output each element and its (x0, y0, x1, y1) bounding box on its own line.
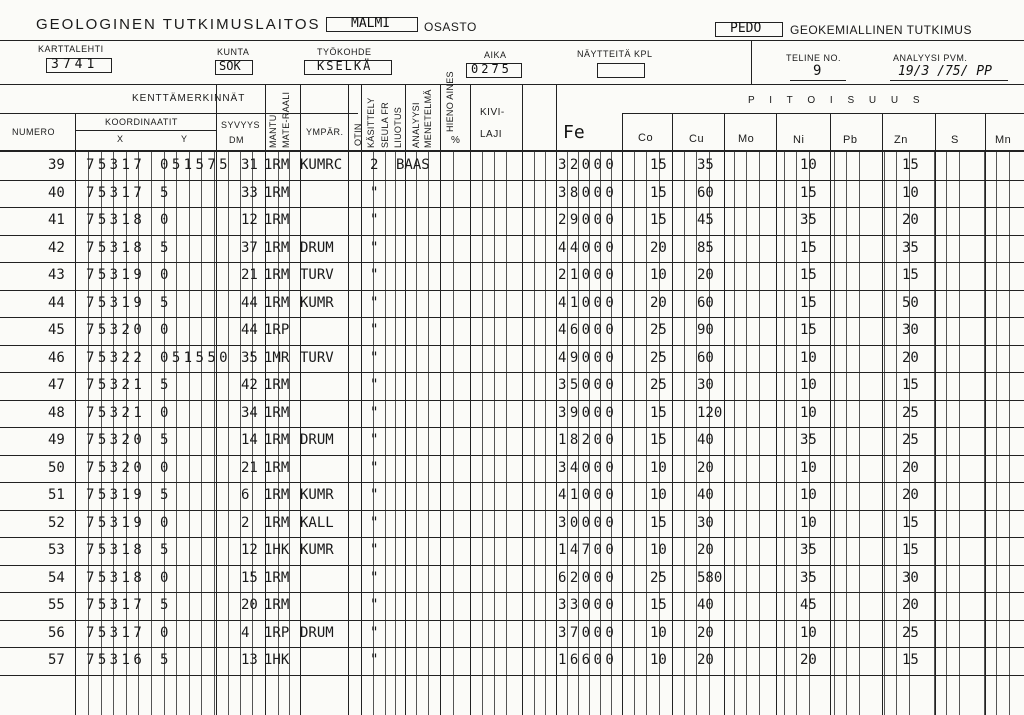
cell-co: 25 (650, 349, 667, 366)
cell-otin: " (370, 542, 379, 558)
cell-env: KALL (300, 514, 334, 531)
cell-ni: 10 (800, 377, 817, 393)
cell-y: 5 (160, 487, 172, 503)
cell-hm: 1MR (264, 349, 290, 366)
cell-cu: 40 (697, 487, 714, 503)
table-row (0, 372, 1024, 399)
field-notes-heading: KENTTÄMERKINNÄT (132, 93, 246, 104)
samples-box (597, 63, 645, 78)
cell-y: 0 (160, 267, 172, 283)
cell-x: 75317 (86, 624, 146, 641)
cell-co: 15 (650, 514, 667, 531)
analysis-date-value: 19/3 /75/ PP (898, 64, 992, 79)
cell-num: 40 (48, 184, 65, 201)
cell-depth: 42 (241, 377, 258, 393)
cell-y: 051550 (160, 349, 231, 366)
cell-num: 50 (48, 459, 65, 476)
col-horizon: MANTU (268, 114, 278, 148)
cell-fe: 29000 (558, 212, 618, 228)
cell-zn: 15 (902, 267, 919, 283)
cell-y: 5 (160, 597, 172, 613)
cell-hm: 1RM (264, 377, 290, 393)
cell-otin: " (370, 569, 379, 586)
cell-depth: 21 (241, 267, 258, 283)
cell-zn: 50 (902, 294, 919, 311)
cell-otin: " (370, 184, 379, 201)
cell-x: 75320 (86, 459, 146, 476)
cell-depth: 14 (241, 432, 258, 448)
cell-y: 0 (160, 624, 172, 641)
cell-cu: 20 (697, 542, 714, 558)
cell-x: 75318 (86, 569, 146, 586)
cell-num: 53 (48, 542, 65, 558)
cell-cu: 20 (697, 459, 714, 476)
time-value: 0275 (471, 62, 512, 76)
cell-x: 75321 (86, 404, 146, 421)
cell-zn: 35 (902, 239, 919, 256)
cell-hm: 1RM (264, 157, 290, 173)
study-code-box (715, 22, 783, 37)
cell-co: 15 (650, 157, 667, 173)
col-mo: Mo (738, 133, 755, 145)
cell-fe: 41000 (558, 294, 618, 311)
cell-x: 75320 (86, 322, 146, 338)
content-heading: P I T O I S U U S (748, 95, 926, 106)
cell-depth: 12 (241, 542, 258, 558)
cell-num: 51 (48, 487, 65, 503)
cell-otin: " (370, 487, 379, 503)
table-row (0, 345, 1024, 372)
cell-co: 15 (650, 184, 667, 201)
col-rock: KIVI- LAJI (480, 107, 505, 140)
cell-cu: 85 (697, 239, 714, 256)
cell-fe: 32000 (558, 157, 618, 173)
cell-otin: " (370, 294, 379, 311)
cell-zn: 15 (902, 652, 919, 668)
cell-hm: 1RM (264, 432, 290, 448)
table-row (0, 152, 1024, 179)
col-co: Co (638, 132, 654, 144)
cell-fe: 16600 (558, 652, 618, 668)
cell-y: 051575 (160, 157, 231, 173)
cell-hm: 1RM (264, 239, 290, 256)
rack-label: TELINE NO. (786, 53, 842, 63)
cell-depth: 21 (241, 459, 258, 476)
cell-otin: " (370, 432, 379, 448)
cell-num: 52 (48, 514, 65, 531)
cell-ni: 15 (800, 239, 817, 256)
cell-otin: " (370, 212, 379, 228)
cell-num: 48 (48, 404, 65, 421)
cell-cu: 45 (697, 212, 714, 228)
cell-x: 75319 (86, 267, 146, 283)
cell-zn: 20 (902, 487, 919, 503)
cell-hm: 1RP (264, 624, 290, 641)
col-fine: HIENO AINES (445, 71, 455, 132)
table-row (0, 565, 1024, 592)
map-sheet-box (46, 58, 112, 73)
cell-hm: 1RM (264, 212, 290, 228)
cell-env: TURV (300, 349, 334, 366)
cell-y: 0 (160, 404, 172, 421)
cell-otin: " (370, 239, 379, 256)
col-fe: Fe (563, 122, 585, 143)
col-y: Y (181, 134, 188, 144)
cell-fe: 34000 (558, 459, 618, 476)
cell-depth: 12 (241, 212, 258, 228)
cell-depth: 13 (241, 652, 258, 668)
target-value: KSELKÄ (317, 59, 373, 73)
time-box (466, 63, 522, 78)
cell-y: 5 (160, 184, 172, 201)
col-material: MATE-RAALI (281, 91, 291, 148)
cell-y: 0 (160, 322, 172, 338)
cell-otin: " (370, 404, 379, 421)
col-sampler: OTIN (353, 123, 363, 146)
cell-depth: 37 (241, 239, 258, 256)
cell-x: 75319 (86, 294, 146, 311)
cell-x: 75320 (86, 432, 146, 448)
cell-zn: 25 (902, 404, 919, 421)
cell-ni: 15 (800, 294, 817, 311)
cell-co: 20 (650, 294, 667, 311)
cell-fe: 41000 (558, 487, 618, 503)
cell-zn: 25 (902, 432, 919, 448)
target-box (304, 60, 392, 75)
cell-ni: 20 (800, 652, 817, 668)
cell-hm: 1RM (264, 267, 290, 283)
cell-hm: 1HK (264, 542, 290, 558)
table-row (0, 180, 1024, 207)
cell-fe: 33000 (558, 597, 618, 613)
cell-depth: 35 (241, 349, 258, 366)
col-x: X (117, 134, 124, 144)
time-label: AIKA (484, 50, 507, 60)
cell-depth: 6 (241, 487, 250, 503)
cell-y: 5 (160, 652, 172, 668)
cell-ni: 15 (800, 267, 817, 283)
cell-depth: 34 (241, 404, 258, 421)
cell-hm: 1HK (264, 652, 290, 668)
cell-co: 10 (650, 624, 667, 641)
cell-fe: 14700 (558, 542, 618, 558)
cell-depth: 20 (241, 597, 258, 613)
cell-x: 75319 (86, 514, 146, 531)
cell-depth: 44 (241, 322, 258, 338)
cell-co: 10 (650, 459, 667, 476)
cell-zn: 10 (902, 184, 919, 201)
cell-fe: 38000 (558, 184, 618, 201)
map-sheet-value: 3741 (51, 57, 99, 72)
cell-co: 10 (650, 652, 667, 668)
cell-hm: 1RM (264, 514, 290, 531)
cell-cu: 40 (697, 432, 714, 448)
cell-num: 41 (48, 212, 65, 228)
cell-otin: " (370, 377, 379, 393)
cell-y: 5 (160, 432, 172, 448)
cell-cu: 60 (697, 294, 714, 311)
cell-fe: 46000 (558, 322, 618, 338)
cell-fe: 21000 (558, 267, 618, 283)
cell-hm: 1RM (264, 294, 290, 311)
cell-cu: 30 (697, 514, 714, 531)
cell-ni: 10 (800, 459, 817, 476)
municipality-value: SOK (219, 59, 241, 73)
cell-num: 46 (48, 349, 65, 366)
table-row (0, 455, 1024, 482)
cell-co: 10 (650, 267, 667, 283)
cell-num: 54 (48, 569, 65, 586)
cell-otin: " (370, 514, 379, 531)
rack-value: 9 (813, 63, 822, 79)
table-row (0, 482, 1024, 509)
col-dissolution: LIUOTUS (393, 106, 403, 148)
cell-depth: 4 (241, 624, 250, 641)
cell-co: 25 (650, 377, 667, 393)
cell-num: 57 (48, 652, 65, 668)
cell-depth: 33 (241, 184, 258, 201)
analysis-date-label: ANALYYSI PVM. (893, 53, 968, 63)
cell-ni: 15 (800, 322, 817, 338)
cell-ni: 10 (800, 349, 817, 366)
cell-otin: " (370, 322, 379, 338)
table-row (0, 427, 1024, 454)
cell-cu: 20 (697, 652, 714, 668)
cell-method: BAAS (396, 157, 430, 173)
cell-ni: 35 (800, 212, 817, 228)
cell-env: KUMRC (300, 157, 343, 173)
cell-y: 0 (160, 569, 172, 586)
cell-fe: 39000 (558, 404, 618, 421)
cell-otin: " (370, 459, 379, 476)
cell-y: 5 (160, 239, 172, 256)
cell-co: 15 (650, 404, 667, 421)
cell-num: 56 (48, 624, 65, 641)
cell-ni: 15 (800, 184, 817, 201)
cell-cu: 20 (697, 267, 714, 283)
cell-zn: 30 (902, 569, 919, 586)
cell-zn: 25 (902, 624, 919, 641)
cell-otin: " (370, 267, 379, 283)
cell-fe: 49000 (558, 349, 618, 366)
table-row (0, 620, 1024, 647)
cell-co: 20 (650, 239, 667, 256)
cell-x: 75318 (86, 542, 146, 558)
cell-ni: 10 (800, 404, 817, 421)
col-environment: YMPÄR. (306, 127, 344, 137)
cell-zn: 15 (902, 514, 919, 531)
cell-zn: 20 (902, 212, 919, 228)
cell-otin: " (370, 652, 379, 668)
table-row (0, 317, 1024, 344)
cell-fe: 18200 (558, 432, 618, 448)
cell-co: 10 (650, 487, 667, 503)
cell-env: DRUM (300, 432, 334, 448)
cell-num: 45 (48, 322, 65, 338)
col-zn: Zn (894, 134, 908, 146)
cell-num: 42 (48, 239, 65, 256)
cell-co: 15 (650, 597, 667, 613)
cell-env: TURV (300, 267, 334, 283)
cell-x: 75317 (86, 597, 146, 613)
table-row (0, 262, 1024, 289)
cell-num: 49 (48, 432, 65, 448)
col-pb: Pb (843, 134, 858, 146)
cell-hm: 1RM (264, 487, 290, 503)
cell-cu: 20 (697, 624, 714, 641)
cell-num: 44 (48, 294, 65, 311)
cell-y: 5 (160, 542, 172, 558)
col-ni: Ni (793, 134, 805, 146)
col-coordinates: KOORDINAATIT (105, 117, 178, 127)
cell-x: 75317 (86, 184, 146, 201)
cell-env: KUMR (300, 542, 334, 558)
study-code: PEDO (730, 21, 762, 36)
cell-y: 5 (160, 377, 172, 393)
col-depth: SYVYYS (221, 120, 261, 130)
cell-num: 47 (48, 377, 65, 393)
department-code: MALMI (351, 16, 391, 31)
cell-num: 39 (48, 157, 65, 173)
cell-x: 75319 (86, 487, 146, 503)
cell-depth: 31 (241, 157, 258, 173)
cell-x: 75318 (86, 239, 146, 256)
cell-fe: 62000 (558, 569, 618, 586)
cell-x: 75316 (86, 652, 146, 668)
cell-hm: 1RM (264, 569, 290, 586)
col-sieve: SEULA FR (380, 102, 390, 148)
col-mn: Mn (995, 134, 1012, 146)
cell-cu: 90 (697, 322, 714, 338)
cell-y: 0 (160, 514, 172, 531)
col-treatment: KÄSITTELY (366, 97, 376, 148)
cell-depth: 15 (241, 569, 258, 586)
cell-co: 25 (650, 322, 667, 338)
col-number: NUMERO (12, 127, 55, 137)
institute-title: GEOLOGINEN TUTKIMUSLAITOS (36, 16, 321, 33)
cell-zn: 20 (902, 597, 919, 613)
table-row (0, 647, 1024, 674)
cell-hm: 1RM (264, 184, 290, 201)
cell-cu: 120 (697, 404, 723, 421)
target-label: TYÖKOHDE (317, 47, 372, 57)
cell-env: DRUM (300, 239, 334, 256)
cell-zn: 30 (902, 322, 919, 338)
cell-otin: 2 (370, 157, 379, 173)
col-s: S (951, 134, 959, 146)
cell-y: 0 (160, 212, 172, 228)
cell-ni: 10 (800, 624, 817, 641)
table-row (0, 235, 1024, 262)
cell-fe: 44000 (558, 239, 618, 256)
samples-label: NÄYTTEITÄ KPL (577, 49, 653, 59)
cell-hm: 1RM (264, 459, 290, 476)
cell-x: 75321 (86, 377, 146, 393)
cell-co: 15 (650, 212, 667, 228)
cell-hm: 1RP (264, 322, 290, 338)
cell-cu: 35 (697, 157, 714, 173)
cell-env: KUMR (300, 487, 334, 503)
department-label: OSASTO (424, 20, 477, 34)
cell-zn: 15 (902, 377, 919, 393)
cell-cu: 40 (697, 597, 714, 613)
municipality-box (215, 60, 253, 75)
table-row (0, 510, 1024, 537)
cell-hm: 1RM (264, 597, 290, 613)
cell-depth: 44 (241, 294, 258, 311)
cell-ni: 35 (800, 542, 817, 558)
table-row (0, 400, 1024, 427)
cell-zn: 20 (902, 459, 919, 476)
table-row (0, 537, 1024, 564)
cell-y: 0 (160, 459, 172, 476)
cell-ni: 10 (800, 157, 817, 173)
cell-ni: 45 (800, 597, 817, 613)
cell-zn: 15 (902, 157, 919, 173)
cell-fe: 37000 (558, 624, 618, 641)
cell-ni: 10 (800, 487, 817, 503)
cell-depth: 2 (241, 514, 250, 531)
cell-otin: " (370, 624, 379, 641)
col-cu: Cu (689, 133, 705, 145)
cell-num: 43 (48, 267, 65, 283)
cell-env: DRUM (300, 624, 334, 641)
cell-hm: 1RM (264, 404, 290, 421)
cell-otin: " (370, 597, 379, 613)
col-percent: % (451, 135, 461, 146)
department-code-box (326, 17, 418, 32)
cell-otin: " (370, 349, 379, 366)
cell-ni: 10 (800, 514, 817, 531)
table-row (0, 207, 1024, 234)
col-depth-unit: DM (229, 135, 244, 145)
cell-x: 75317 (86, 157, 146, 173)
cell-y: 5 (160, 294, 172, 311)
cell-x: 75322 (86, 349, 146, 366)
cell-co: 10 (650, 542, 667, 558)
cell-cu: 60 (697, 349, 714, 366)
cell-cu: 580 (697, 569, 723, 586)
cell-zn: 15 (902, 542, 919, 558)
cell-cu: 30 (697, 377, 714, 393)
cell-zn: 20 (902, 349, 919, 366)
cell-env: KUMR (300, 294, 334, 311)
cell-fe: 35000 (558, 377, 618, 393)
cell-ni: 35 (800, 432, 817, 448)
col-method: ANALYYSI (411, 102, 421, 148)
table-row (0, 290, 1024, 317)
municipality-label: KUNTA (217, 47, 250, 57)
cell-ni: 35 (800, 569, 817, 586)
cell-x: 75318 (86, 212, 146, 228)
cell-cu: 60 (697, 184, 714, 201)
cell-num: 55 (48, 597, 65, 613)
study-label: GEOKEMIALLINEN TUTKIMUS (790, 23, 972, 37)
cell-fe: 30000 (558, 514, 618, 531)
col-method-2: MENETELMÄ (423, 89, 433, 148)
table-row (0, 592, 1024, 619)
map-sheet-label: KARTTALEHTI (38, 44, 104, 54)
cell-co: 15 (650, 432, 667, 448)
cell-co: 25 (650, 569, 667, 586)
